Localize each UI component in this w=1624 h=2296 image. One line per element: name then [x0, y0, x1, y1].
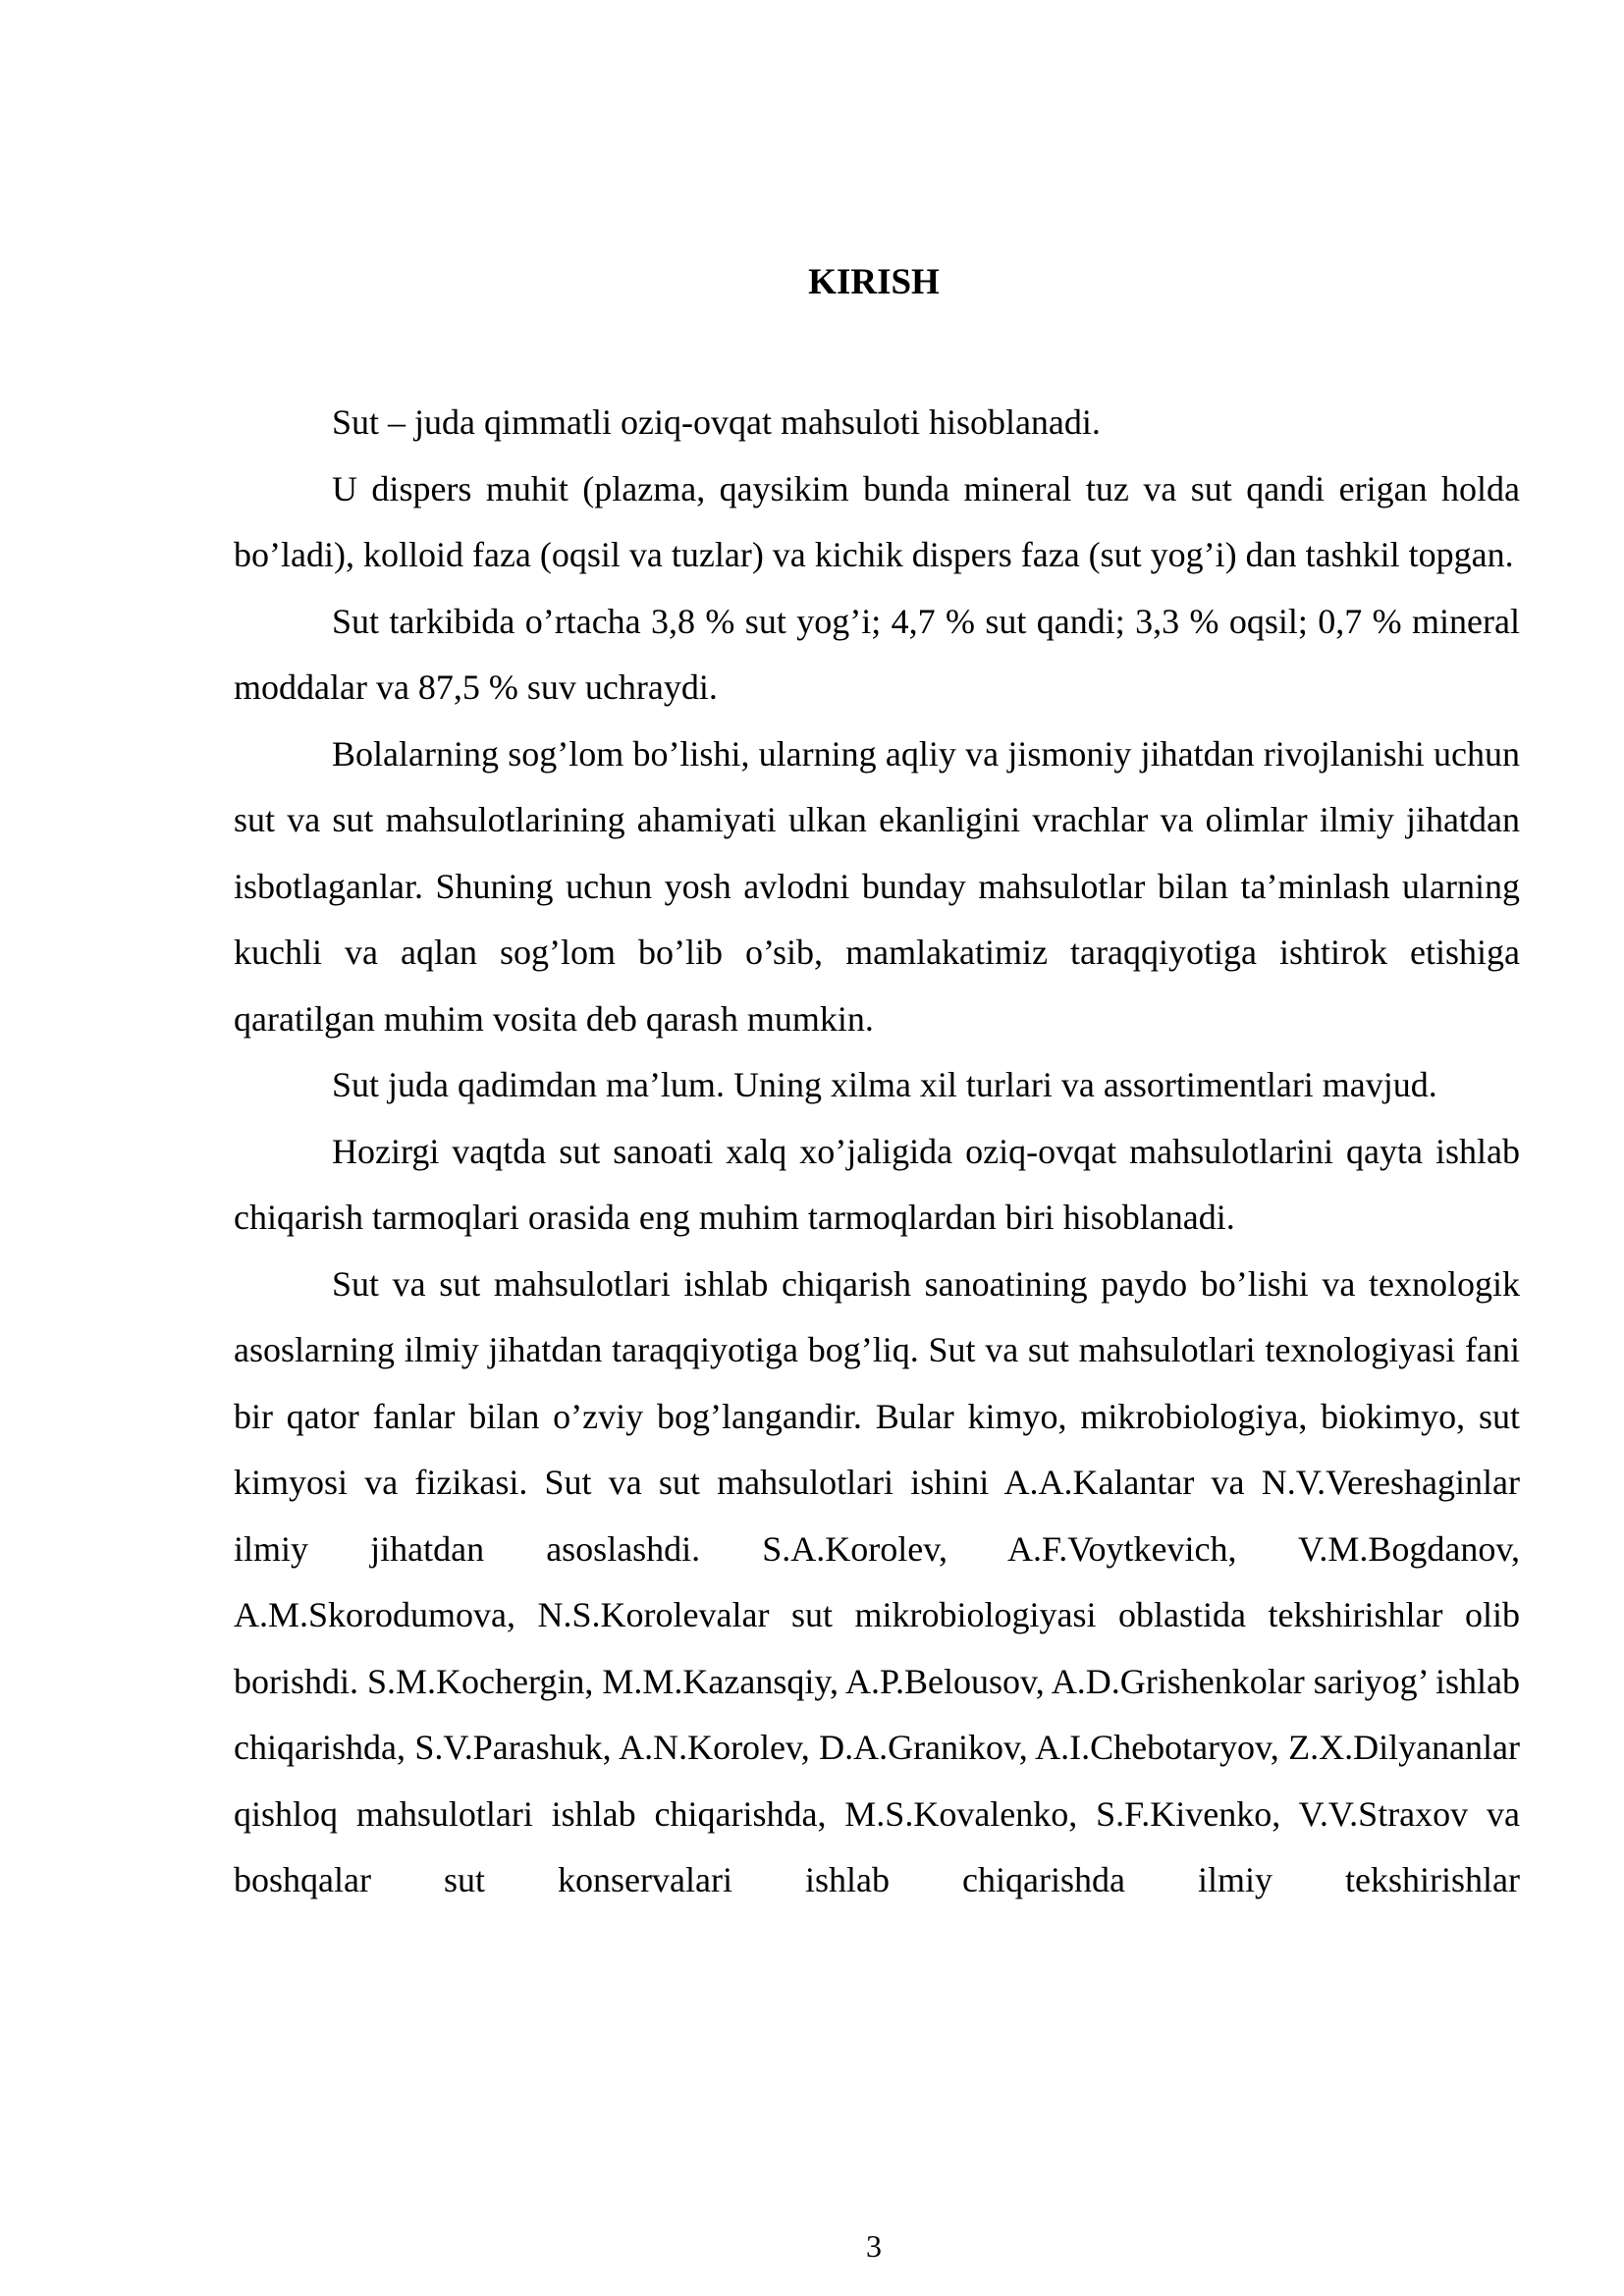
- document-body: [234, 390, 1520, 1914]
- paragraph-1: Sut – juda qimmatli oziq-ovqat mahsuloti hisoblanadi.: [332, 402, 1101, 442]
- paragraph-2: U dispers muhit (plazma, qaysikim bunda mineral tuz va sut qandi erigan holda bo’ladi), kolloid faza (oqsil va tuzlar) va kichik dispers faza (sut yog’i) dan tashkil topgan.: [234, 468, 1520, 574]
- paragraph-5: Sut juda qadimdan ma’lum. Uning xilma xil turlari va assortimentlari mavjud.: [332, 1065, 1437, 1104]
- paragraph-6: Hozirgi vaqtda sut sanoati xalq xo’jaligida oziq-ovqat mahsulotlarini qayta ishlab chiqarish tarmoqlari orasida eng muhim tarmoqlardan biri hisoblanadi.: [234, 1131, 1520, 1237]
- page-title: KIRISH: [808, 262, 940, 302]
- paragraph-7: Sut va sut mahsulotlari ishlab chiqarish sanoatining paydo bo’lishi va texnologik asoslarning ilmiy jihatdan taraqqiyotiga bog’liq. Sut va sut mahsulotlari texnologiyasi fani bir qator fanlar bilan o’zviy bog’langandir. Bular kimyo, mikrobiologiya, biokimyo, sut kimyosi va fizikasi. Sut va sut mahsulotlari ishini A.A.Kalantar va N.V.Vereshaginlar ilmiy jihatdan asoslashdi. S.A.Korolev, A.F.Voytkevich, V.M.Bogdanov, A.M.Skorodumova, N.S.Korolevalar sut mikrobiologiyasi oblastida tekshirishlar olib borishdi. S.M.Kochergin, M.M.Kazansqiy, A.P.Belousov, A.D.Grishenkolar sariyog’ ishlab chiqarishda, S.V.Parashuk, A.N.Korolev, D.A.Granikov, A.I.Chebotaryov, Z.X.Dilyananlar qishloq mahsulotlari ishlab chiqarishda, M.S.Kovalenko, S.F.Kivenko, V.V.Straxov va boshqalar sut konservalari ishlab chiqarishda ilmiy tekshirishlar: [234, 1263, 1520, 1899]
- paragraph-4: Bolalarning sog’lom bo’lishi, ularning aqliy va jismoniy jihatdan rivojlanishi uchun sut va sut mahsulotlarining ahamiyati ulkan ekanligini vrachlar va olimlar ilmiy jihatdan isbotlaganlar. Shuning uchun yosh avlodni bunday mahsulotlar bilan ta’minlash ularning kuchli va aqlan sog’lom bo’lib o’sib, mamlakatimiz taraqqiyotiga ishtirok etishiga qaratilgan muhim vosita deb qarash mumkin.: [234, 733, 1520, 1039]
- paragraph-3: Sut tarkibida o’rtacha 3,8 % sut yog’i; 4,7 % sut qandi; 3,3 % oqsil; 0,7 % mineral moddalar va 87,5 % suv uchraydi.: [234, 601, 1520, 707]
- page-number: 3: [866, 2228, 882, 2264]
